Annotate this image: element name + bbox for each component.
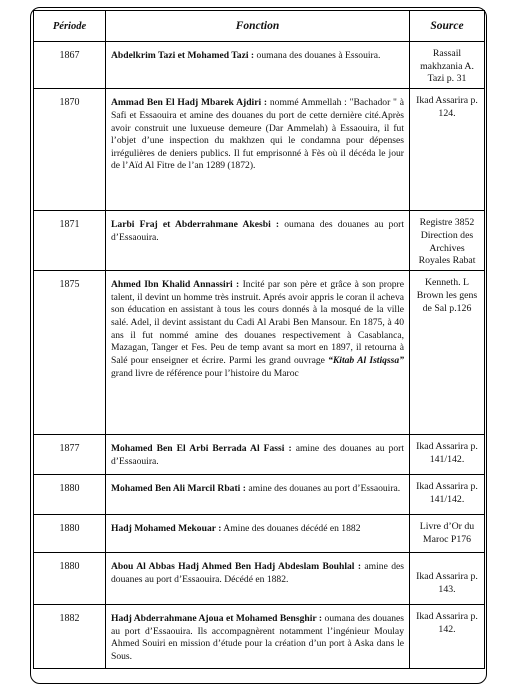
function-cell <box>106 89 410 211</box>
function-cell <box>106 553 410 605</box>
function-desc: oumana des douanes au port d’Essaouira. Ils accompagnèrent notamment l’ingénieur Moulay Ahmed Souiri en mission d’étude pour la création d’un port à Aska dans le Sous. <box>111 613 405 663</box>
table-row <box>34 553 485 605</box>
function-desc: amine des douanes au port d’Essaouira. Décédé en 1882. <box>111 561 404 585</box>
function-cell <box>106 605 410 669</box>
period-cell: 1880 <box>34 475 106 515</box>
period-cell: 1880 <box>34 515 106 553</box>
book-title: “Kitab Al Istiqssa” <box>328 355 404 367</box>
source-cell: Registre 3852 Direction des Archives Royales Rabat <box>410 211 485 271</box>
function-cell <box>106 211 410 271</box>
period-cell: 1867 <box>34 42 106 89</box>
header-period: Période <box>34 11 106 42</box>
function-desc: oumana des douanes au port d’Essaouira. <box>111 219 404 243</box>
header-row <box>34 11 485 42</box>
official-name: Abdelkrim Tazi et Mohamed Tazi : <box>111 50 255 61</box>
function-cell <box>106 42 410 89</box>
function-cell <box>106 435 410 475</box>
header-source: Source <box>410 11 485 42</box>
table-row <box>34 515 485 553</box>
function-desc: Amine des douanes décédé en 1882 <box>221 523 361 535</box>
function-desc: oumana des douanes à Essouira. <box>254 50 381 61</box>
table-row <box>34 211 485 271</box>
period-cell: 1882 <box>34 605 106 669</box>
official-name: Abou Al Abbas Hadj Ahmed Ben Hadj Abdeslam Bouhlal : <box>111 561 362 573</box>
function-cell <box>106 515 410 553</box>
period-cell: 1880 <box>34 553 106 605</box>
official-name: Ahmed Ibn Khalid Annassiri : <box>111 279 240 291</box>
officials-table <box>33 10 485 669</box>
table-row <box>34 475 485 515</box>
table-row <box>34 435 485 475</box>
source-cell: Rassail makhzania A. Tazi p. 31 <box>410 42 485 89</box>
table-row <box>34 605 485 669</box>
function-desc-continued: grand livre de référence pour l’histoire du Maroc <box>111 367 299 379</box>
source-cell: Livre d’Or du Maroc P176 <box>410 515 485 553</box>
source-cell: Kenneth. L Brown les gens de Sal p.126 <box>410 271 485 435</box>
table-row <box>34 42 485 89</box>
period-cell: 1870 <box>34 89 106 211</box>
period-cell: 1871 <box>34 211 106 271</box>
source-cell: Ikad Assarira p. 141/142. <box>410 475 485 515</box>
source-cell: Ikad Assarira p. 143. <box>410 553 485 605</box>
official-name: Mohamed Ben El Arbi Berrada Al Fassi : <box>111 443 292 455</box>
official-name: Hadj Mohamed Mekouar : <box>111 523 222 535</box>
official-name: Mohamed Ben Ali Marcil Rbati : <box>111 483 246 495</box>
table-row <box>34 271 485 435</box>
source-cell: Ikad Assarira p. 142. <box>410 605 485 669</box>
table-row <box>34 89 485 211</box>
period-cell: 1877 <box>34 435 106 475</box>
source-cell: Ikad Assarira p. 124. <box>410 89 485 211</box>
official-name: Larbi Fraj et Abderrahmane Akesbi : <box>111 219 280 231</box>
function-cell <box>106 475 410 515</box>
function-desc: Incité par son père et grâce à son propre talent, il devint un homme très instruit. Aprés avoir appris le coran il acheva son éducation en assistant à tous les cours donnés à la mosqué de la ville salé. Adel, il devint assistant du Cadi Al Arabi Ben Mansour. En 1875, à 40 ans il fut nommé amine des douanes respectivement à Casablanca, Mazagan, Tanger et Fes. Peu de temp avant sa mort en 1897, il retourna à Salé pour enseigner et écrire. Parmi les grand ouvrage <box>111 279 404 367</box>
source-cell: Ikad Assarira p. 141/142. <box>410 435 485 475</box>
function-desc: amine des douanes au port d’Essaouira. <box>245 483 401 495</box>
period-cell: 1875 <box>34 271 106 435</box>
official-name: Hadj Abderrahmane Ajoua et Mohamed Bensghir : <box>111 613 323 625</box>
function-desc: amine des douanes au port d’Essaouira. <box>111 443 404 467</box>
function-desc: nommé Ammellah : "Bachador " à Safi et Essaouira et amine des douanes du port de cette dernière cité.Après avoir construit une luxueuse demeure (Dar Ammelah) à Essaouira, il fut l’objet d’une inspection du makhzen qui le condamna pour dépenses irrégulières de deniers publics. Il fut emprisonné à Fès où il décéda le jour de l’Aïd Al Fitre de l’an 1289 (1872). <box>111 97 404 172</box>
official-name: Ammad Ben El Hadj Mbarek Ajdiri : <box>111 97 268 109</box>
header-function: Fonction <box>106 11 410 42</box>
function-cell <box>106 271 410 435</box>
